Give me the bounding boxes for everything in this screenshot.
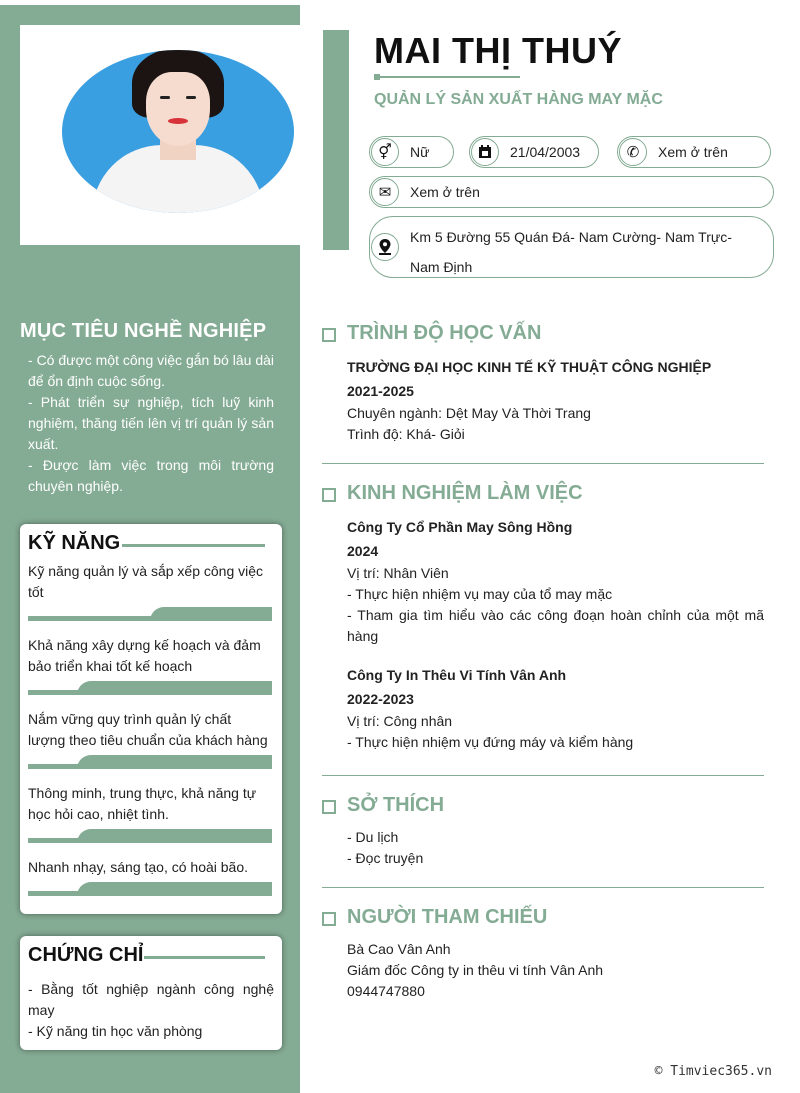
experience-section: [322, 482, 764, 750]
phone-value: Xem ở trên: [658, 144, 728, 160]
job-period: 2022-2023: [347, 691, 414, 707]
certificates-title: CHỨNG CHỈ: [28, 944, 144, 966]
certificates-card: [20, 936, 282, 1050]
gender-value: Nữ: [410, 144, 430, 160]
photo-frame: [20, 25, 300, 245]
gender-field: [369, 136, 454, 168]
education-grade: Trình độ: Khá- Giỏi: [347, 426, 465, 442]
job-task: - Thực hiện nhiệm vụ đứng máy và kiểm hàng: [347, 734, 634, 750]
experience-title: KINH NGHIỆM LÀM VIỆC: [347, 482, 583, 504]
envelope-icon: ✉: [371, 178, 399, 206]
job-company: Công Ty In Thêu Vi Tính Vân Anh: [347, 667, 567, 683]
skill-item: [28, 561, 272, 603]
certificate-line: - Bằng tốt nghiệp ngành công nghệ may: [28, 981, 274, 1018]
candidate-position: QUẢN LÝ SẢN XUẤT HÀNG MAY MẶC: [374, 91, 663, 108]
hobbies-title: SỞ THÍCH: [347, 794, 445, 816]
section-square-icon: [322, 800, 336, 814]
reference-job: Giám đốc Công ty in thêu vi tính Vân Anh: [347, 962, 604, 978]
skill-level-bar: [28, 607, 272, 621]
skill-level-bar: [28, 681, 272, 695]
education-major: Chuyên ngành: Dệt May Và Thời Trang: [347, 405, 591, 421]
skill-item: [28, 783, 272, 825]
skill-text: Khả năng xây dựng kế hoạch và đảm bảo triển khai tốt kế hoạch: [28, 637, 261, 674]
job-company: Công Ty Cổ Phần May Sông Hồng: [347, 519, 573, 535]
skill-level-bar: [28, 755, 272, 769]
certificates-text: [28, 979, 274, 1042]
reference-phone: 0944747880: [347, 983, 425, 999]
header-accent-bar: [323, 30, 349, 250]
name-underline: [374, 76, 520, 78]
skill-text: Nắm vững quy trình quản lý chất lượng theo tiêu chuẩn của khách hàng: [28, 711, 268, 748]
phone-icon: ✆: [619, 138, 647, 166]
skill-level-bar: [28, 829, 272, 843]
candidate-name: MAI THỊ THUÝ: [374, 30, 622, 71]
phone-field: [617, 136, 771, 168]
footer-credit: © Timviec365.vn: [654, 1064, 772, 1079]
section-divider: [322, 887, 764, 888]
references-section: [322, 906, 764, 999]
calendar-icon: [471, 138, 499, 166]
education-section: [322, 322, 764, 442]
job-task: - Tham gia tìm hiểu vào các công đoạn hoàn chỉnh của một mã hàng: [347, 607, 764, 644]
skills-card: [20, 524, 282, 914]
skill-level-bar: [28, 882, 272, 896]
skill-item: [28, 635, 272, 677]
references-title: NGƯỜI THAM CHIẾU: [347, 906, 548, 928]
objective-text: [28, 350, 274, 497]
education-title: TRÌNH ĐỘ HỌC VẤN: [347, 322, 542, 344]
section-square-icon: [322, 912, 336, 926]
skill-item: [28, 709, 272, 751]
job-period: 2024: [347, 543, 379, 559]
skill-item: [28, 857, 272, 878]
avatar: [62, 50, 294, 213]
certificate-line: - Kỹ năng tin học văn phòng: [28, 1023, 203, 1039]
job-task: - Thực hiện nhiệm vụ may của tổ may mặc: [347, 586, 613, 602]
address-value: Km 5 Đường 55 Quán Đá- Nam Cường- Nam Trực- Nam Định: [410, 229, 732, 275]
hobby-line: - Đọc truyện: [347, 850, 424, 866]
section-square-icon: [322, 328, 336, 342]
birthdate-field: [469, 136, 599, 168]
skill-text: Thông minh, trung thực, khả năng tự học hỏi cao, nhiệt tình.: [28, 785, 257, 822]
skill-text: Kỹ năng quản lý và sắp xếp công việc tốt: [28, 563, 264, 600]
objective-title: MỤC TIÊU NGHỀ NGHIỆP: [20, 320, 267, 342]
email-field: [369, 176, 774, 208]
education-period: 2021-2025: [347, 383, 414, 399]
section-divider: [322, 463, 764, 464]
map-pin-icon: [371, 233, 399, 261]
objective-line: - Phát triển sự nghiệp, tích luỹ kinh nghiệm, thăng tiến lên vị trí quản lý sản xuất.: [28, 394, 274, 452]
objective-line: - Được làm việc trong môi trường chuyên nghiệp.: [28, 457, 274, 494]
skills-title: KỸ NĂNG: [28, 532, 121, 554]
address-field: [369, 216, 774, 278]
job-role: Vị trí: Công nhân: [347, 713, 453, 729]
hobby-line: - Du lịch: [347, 829, 399, 845]
section-square-icon: [322, 488, 336, 502]
skill-text: Nhanh nhạy, sáng tạo, có hoài bão.: [28, 859, 249, 875]
birthdate-value: 21/04/2003: [510, 144, 581, 160]
education-school: TRƯỜNG ĐẠI HỌC KINH TẾ KỸ THUẬT CÔNG NGHIỆP: [347, 359, 712, 375]
section-divider: [322, 775, 764, 776]
reference-name: Bà Cao Vân Anh: [347, 941, 451, 957]
objective-line: - Có được một công việc gắn bó lâu dài để ổn định cuộc sống.: [28, 352, 274, 389]
email-value: Xem ở trên: [410, 184, 480, 200]
skills-title-line: [122, 544, 265, 547]
gender-icon: ⚥: [371, 138, 399, 166]
hobbies-section: [322, 794, 764, 866]
certificates-title-line: [144, 956, 265, 959]
job-role: Vị trí: Nhân Viên: [347, 565, 449, 581]
